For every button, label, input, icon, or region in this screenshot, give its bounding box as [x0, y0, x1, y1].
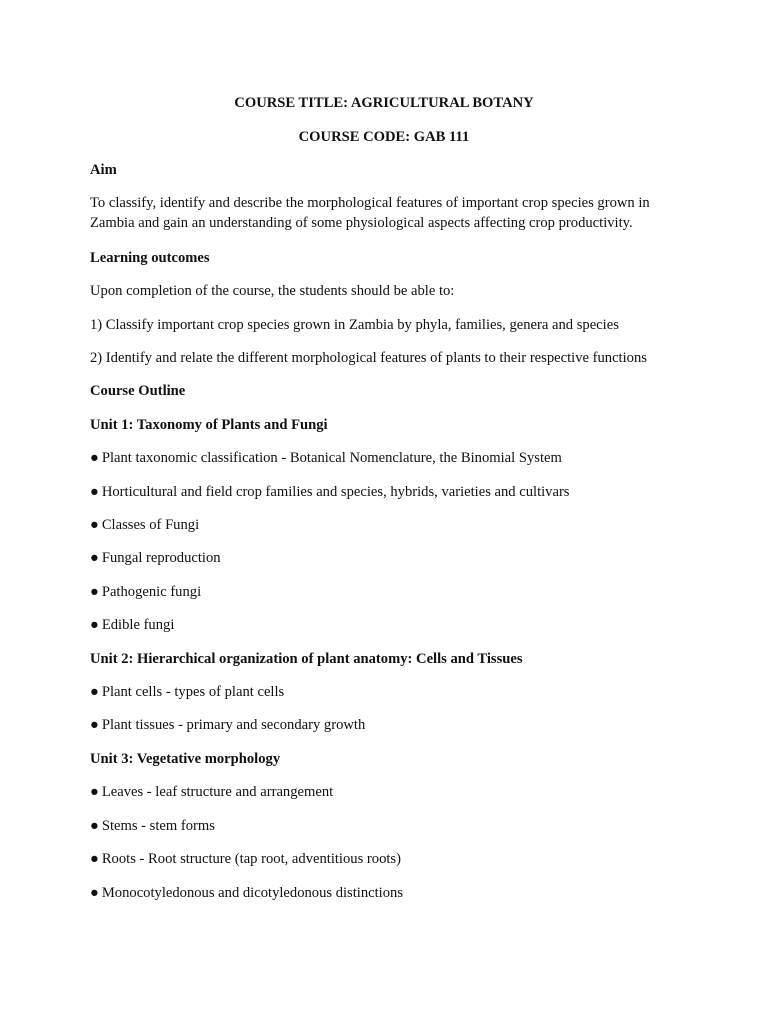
- bullet-item: [90, 850, 401, 868]
- learning-outcome-item: 1) Classify important crop species grown in Zambia by phyla, families, genera and species: [90, 317, 619, 333]
- bullet-item: [90, 783, 333, 801]
- bullet-item-text: Stems - stem forms: [101, 818, 215, 834]
- learning-outcome-item: 2) Identify and relate the different morphological features of plants to their respective functions: [90, 350, 647, 366]
- bullet-item-text: Edible fungi: [101, 617, 175, 633]
- bullet-icon: ●: [90, 784, 99, 800]
- bullet-item: [90, 483, 570, 501]
- aim-text-line-1: To classify, identify and describe the morphological features of important crop species grown in: [90, 195, 650, 211]
- bullet-item: [90, 549, 221, 567]
- bullet-item: [90, 716, 365, 734]
- bullet-icon: ●: [90, 818, 99, 834]
- bullet-icon: ●: [90, 885, 99, 901]
- bullet-item-text: Plant cells - types of plant cells: [101, 684, 285, 700]
- bullet-item: [90, 683, 284, 701]
- course-outline-heading: Course Outline: [90, 383, 186, 399]
- course-code: COURSE CODE: GAB 111: [298, 129, 470, 145]
- bullet-item: [90, 884, 403, 902]
- bullet-item: [90, 616, 174, 634]
- aim-text-line-2: Zambia and gain an understanding of some physiological aspects affecting crop productivity.: [90, 215, 633, 231]
- learning-outcomes-heading: Learning outcomes: [90, 250, 210, 266]
- bullet-item: [90, 516, 199, 534]
- bullet-item-text: Leaves - leaf structure and arrangement: [101, 784, 334, 800]
- bullet-item: [90, 583, 201, 601]
- unit-title: Unit 3: Vegetative morphology: [90, 751, 281, 767]
- bullet-item: [90, 817, 215, 835]
- course-title: COURSE TITLE: AGRICULTURAL BOTANY: [234, 95, 534, 111]
- bullet-icon: ●: [90, 617, 99, 633]
- learning-outcomes-intro: Upon completion of the course, the students should be able to:: [90, 283, 455, 299]
- bullet-item-text: Horticultural and field crop families and species, hybrids, varieties and cultivars: [101, 484, 570, 500]
- bullet-icon: ●: [90, 851, 99, 867]
- bullet-item-text: Pathogenic fungi: [101, 584, 202, 600]
- bullet-icon: ●: [90, 684, 99, 700]
- bullet-item: [90, 449, 562, 467]
- bullet-item-text: Plant taxonomic classification - Botanical Nomenclature, the Binomial System: [101, 450, 562, 466]
- bullet-item-text: Classes of Fungi: [101, 517, 200, 533]
- bullet-item-text: Plant tissues - primary and secondary growth: [101, 717, 366, 733]
- unit-title: Unit 2: Hierarchical organization of plant anatomy: Cells and Tissues: [90, 651, 523, 667]
- bullet-item-text: Roots - Root structure (tap root, adventitious roots): [101, 851, 401, 867]
- bullet-item-text: Fungal reproduction: [101, 550, 221, 566]
- bullet-icon: ●: [90, 484, 99, 500]
- bullet-icon: ●: [90, 584, 99, 600]
- aim-heading: Aim: [90, 162, 117, 178]
- unit-title: Unit 1: Taxonomy of Plants and Fungi: [90, 417, 328, 433]
- bullet-icon: ●: [90, 517, 99, 533]
- bullet-icon: ●: [90, 550, 99, 566]
- bullet-icon: ●: [90, 450, 99, 466]
- bullet-icon: ●: [90, 717, 99, 733]
- bullet-item-text: Monocotyledonous and dicotyledonous distinctions: [101, 885, 404, 901]
